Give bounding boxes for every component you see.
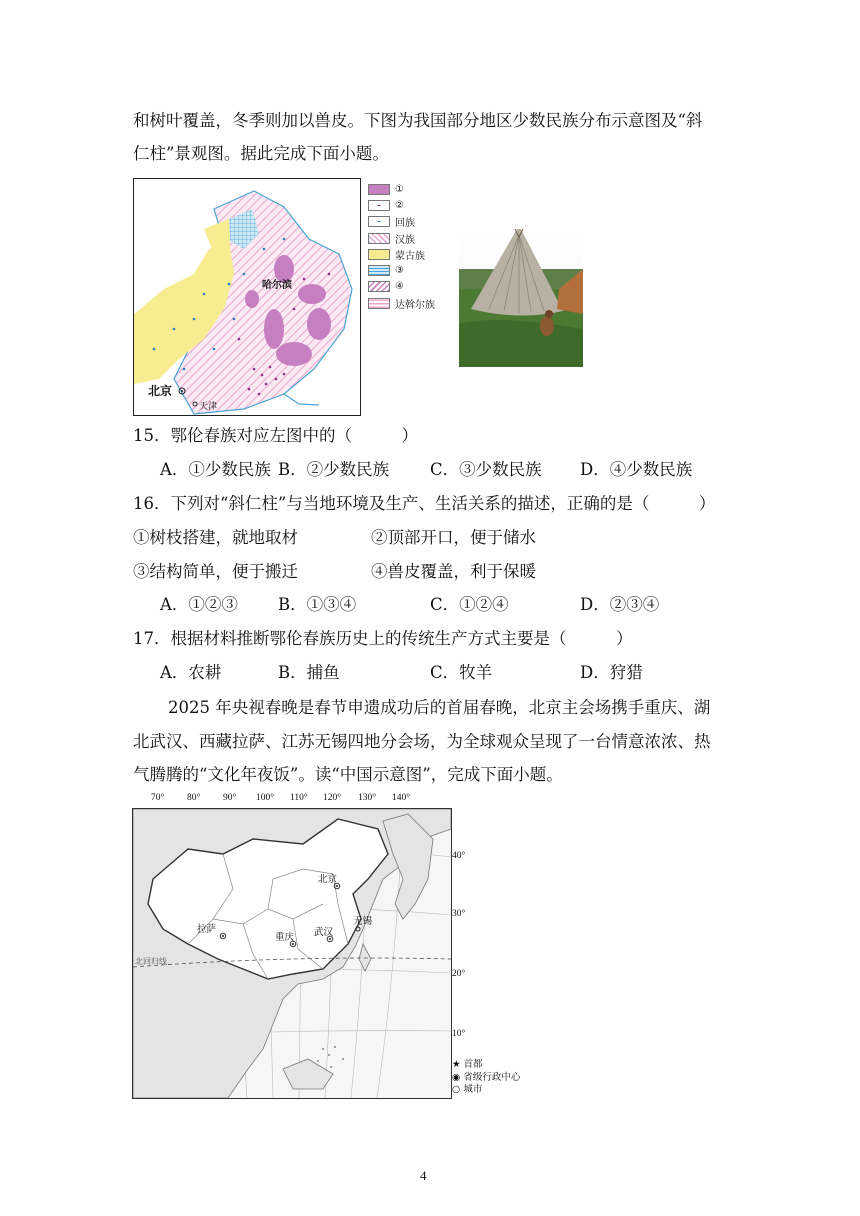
legend-label: 达斡尔族 — [395, 299, 435, 311]
para2-line-3: 气腾腾的“文化年夜饭”。读“中国示意图”，完成下面小题。 — [133, 765, 563, 784]
q17-option-c[interactable]: C．牧羊 — [430, 663, 493, 682]
circle-dot-icon: ◉ — [452, 1071, 461, 1083]
para2-line-1: 2025 年央视春晚是春节申遗成功后的首届春晚，北京主会场携手重庆、湖 — [168, 698, 711, 717]
legend-swatch — [368, 249, 390, 260]
legend-item-mongol — [368, 246, 448, 262]
legend-label: 蒙古族 — [395, 250, 425, 262]
star-icon: ★ — [452, 1059, 461, 1070]
q15-option-b[interactable]: B．②少数民族 — [278, 460, 390, 479]
legend-item-2 — [368, 197, 448, 213]
legend-item-1 — [368, 181, 448, 197]
xierenzhu-photo — [459, 229, 583, 367]
city-lhasa: 拉萨 — [197, 924, 217, 935]
china-map — [132, 808, 452, 1099]
legend-swatch — [368, 298, 390, 309]
legend-label: ④ — [395, 281, 404, 293]
longitude-label: 70° — [151, 793, 165, 803]
map1-legend — [368, 181, 448, 311]
legend-label: 首都 — [463, 1059, 483, 1070]
longitude-label: 80° — [187, 793, 201, 803]
tianjin-label: 天津 — [199, 402, 218, 412]
legend-item-4 — [368, 279, 448, 295]
intro-line-2: 仁柱”景观图。据此完成下面小题。 — [133, 144, 389, 163]
legend-label: 汉族 — [395, 234, 415, 246]
longitude-label: 140° — [392, 793, 411, 803]
q17-stem: 17．根据材料推断鄂伦春族历史上的传统生产方式主要是（ ） — [133, 629, 633, 648]
harbin-label: 哈尔滨 — [262, 280, 292, 291]
q15-stem: 15．鄂伦春族对应左图中的（ ） — [133, 426, 418, 445]
legend-label: 城市 — [463, 1084, 483, 1095]
q16-stem: 16．下列对“斜仁柱”与当地环境及生产、生活关系的描述，正确的是（ ） — [133, 494, 716, 513]
latitude-label: 40° — [452, 851, 466, 861]
city-chongqing: 重庆 — [275, 932, 295, 943]
q16-statement-4: ④兽皮覆盖，利于保暖 — [371, 562, 536, 581]
circle-icon: ○ — [452, 1084, 461, 1095]
china-map-figure — [130, 793, 540, 1101]
longitude-label: 100° — [256, 793, 275, 803]
longitude-label: 120° — [323, 793, 342, 803]
legend-swatch — [368, 216, 390, 227]
q15-option-c[interactable]: C．③少数民族 — [430, 460, 542, 479]
longitude-label: 130° — [358, 793, 377, 803]
q16-option-b[interactable]: B．①③④ — [278, 595, 357, 614]
tropic-label: 北回归线 — [135, 957, 167, 966]
q17-option-b[interactable]: B．捕鱼 — [278, 663, 340, 682]
legend-label: 回族 — [395, 218, 415, 230]
longitude-label: 110° — [290, 793, 308, 803]
city-wuxi: 无锡 — [353, 916, 373, 927]
legend-item-hui — [368, 214, 448, 230]
q15-option-d[interactable]: D．④少数民族 — [580, 460, 693, 479]
latitude-label: 30° — [452, 909, 466, 919]
legend-capital — [452, 1059, 520, 1072]
q16-option-d[interactable]: D．②③④ — [580, 595, 660, 614]
q16-option-c[interactable]: C．①②④ — [430, 595, 509, 614]
q16-statement-3: ③结构简单，便于搬迁 — [133, 562, 298, 581]
legend-city — [452, 1084, 520, 1097]
legend-item-han — [368, 230, 448, 246]
para2-line-2: 北武汉、西藏拉萨、江苏无锡四地分会场，为全球观众呈现了一台情意浓浓、热 — [133, 732, 711, 751]
legend-label: 省级行政中心 — [463, 1071, 521, 1083]
legend-swatch — [368, 281, 390, 292]
q17-option-d[interactable]: D．狩猎 — [580, 663, 643, 682]
latitude-label: 20° — [452, 969, 466, 979]
latitude-label: 10° — [452, 1029, 466, 1039]
q16-option-a[interactable]: A．①②③ — [160, 595, 238, 614]
city-wuhan: 武汉 — [314, 927, 334, 938]
legend-label: ③ — [395, 265, 404, 277]
legend-label: ② — [395, 199, 404, 211]
legend-swatch — [368, 233, 390, 244]
q16-statement-1: ①树枝搭建，就地取材 — [133, 528, 298, 547]
legend-provincial — [452, 1072, 520, 1085]
q17-option-a[interactable]: A．农耕 — [160, 663, 222, 682]
beijing-label: 北京 — [148, 384, 173, 398]
legend-item-daur — [368, 295, 448, 311]
legend-label: ① — [395, 183, 404, 195]
page-number: 4 — [420, 1168, 427, 1183]
city-beijing: 北京 — [318, 874, 338, 885]
q15-option-a[interactable]: A．①少数民族 — [160, 460, 271, 479]
legend-swatch — [368, 184, 390, 195]
longitude-label: 90° — [223, 793, 237, 803]
ethnic-distribution-map — [133, 178, 361, 416]
q16-statement-2: ②顶部开口，便于储水 — [371, 528, 536, 547]
legend-item-3 — [368, 262, 448, 278]
intro-line-1: 和树叶覆盖，冬季则加以兽皮。下图为我国部分地区少数民族分布示意图及“斜 — [133, 111, 703, 130]
map2-legend — [452, 1059, 520, 1097]
legend-swatch — [368, 200, 390, 211]
legend-swatch — [368, 265, 390, 276]
